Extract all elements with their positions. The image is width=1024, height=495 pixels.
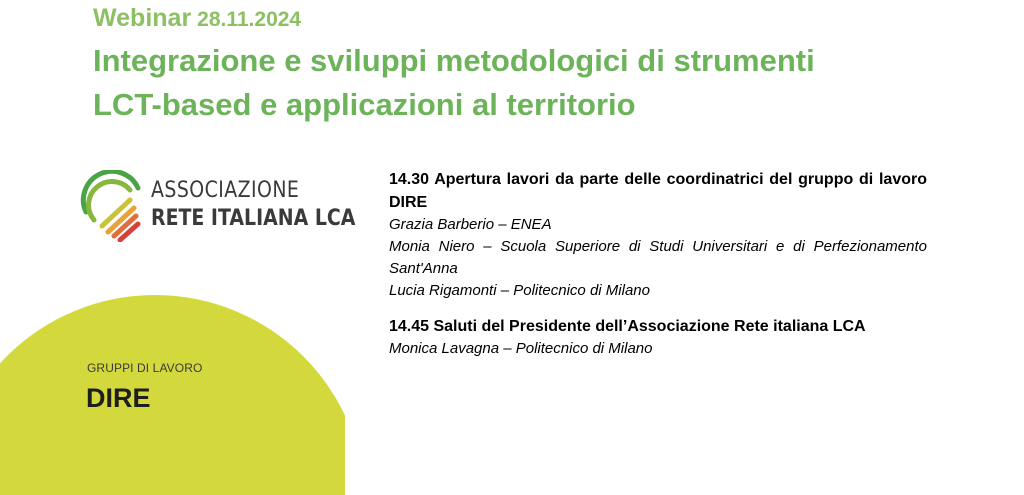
logo-text-network: RETE ITALIANA LCA: [151, 206, 356, 231]
webinar-line: [93, 4, 301, 33]
group-circle-shape: [0, 295, 345, 495]
agenda: [389, 168, 927, 373]
webinar-title-line-1: Integrazione e sviluppi metodologici di strumenti: [93, 43, 815, 78]
webinar-date: 28.11.2024: [197, 8, 302, 31]
association-logo: [80, 170, 360, 242]
working-groups-label: GRUPPI DI LAVORO: [87, 361, 203, 375]
agenda-speaker: Monica Lavagna – Politecnico di Milano: [389, 340, 653, 357]
agenda-speaker: Grazia Barberio – ENEA: [389, 216, 552, 233]
agenda-item: [389, 315, 927, 360]
agenda-item-title: 14.45 Saluti del Presidente dell’Associazione Rete italiana LCA: [389, 318, 866, 335]
group-circle: [0, 295, 345, 495]
agenda-item-title: 14.30 Apertura lavori da parte delle coordinatrici del gruppo di lavoro DIRE: [389, 171, 927, 211]
agenda-speaker: Monia Niero – Scuola Superiore di Studi Universitari e di Perfezionamento Sant'Anna: [389, 238, 927, 277]
webinar-title-line-2: LCT-based e applicazioni al territorio: [93, 87, 636, 122]
agenda-item: [389, 168, 927, 302]
logo-text-association: ASSOCIAZIONE: [151, 178, 300, 203]
webinar-label: Webinar: [93, 4, 192, 32]
lca-logo-mark-icon: [80, 170, 146, 242]
working-group-name: DIRE: [86, 383, 151, 413]
agenda-speaker: Lucia Rigamonti – Politecnico di Milano: [389, 282, 650, 299]
